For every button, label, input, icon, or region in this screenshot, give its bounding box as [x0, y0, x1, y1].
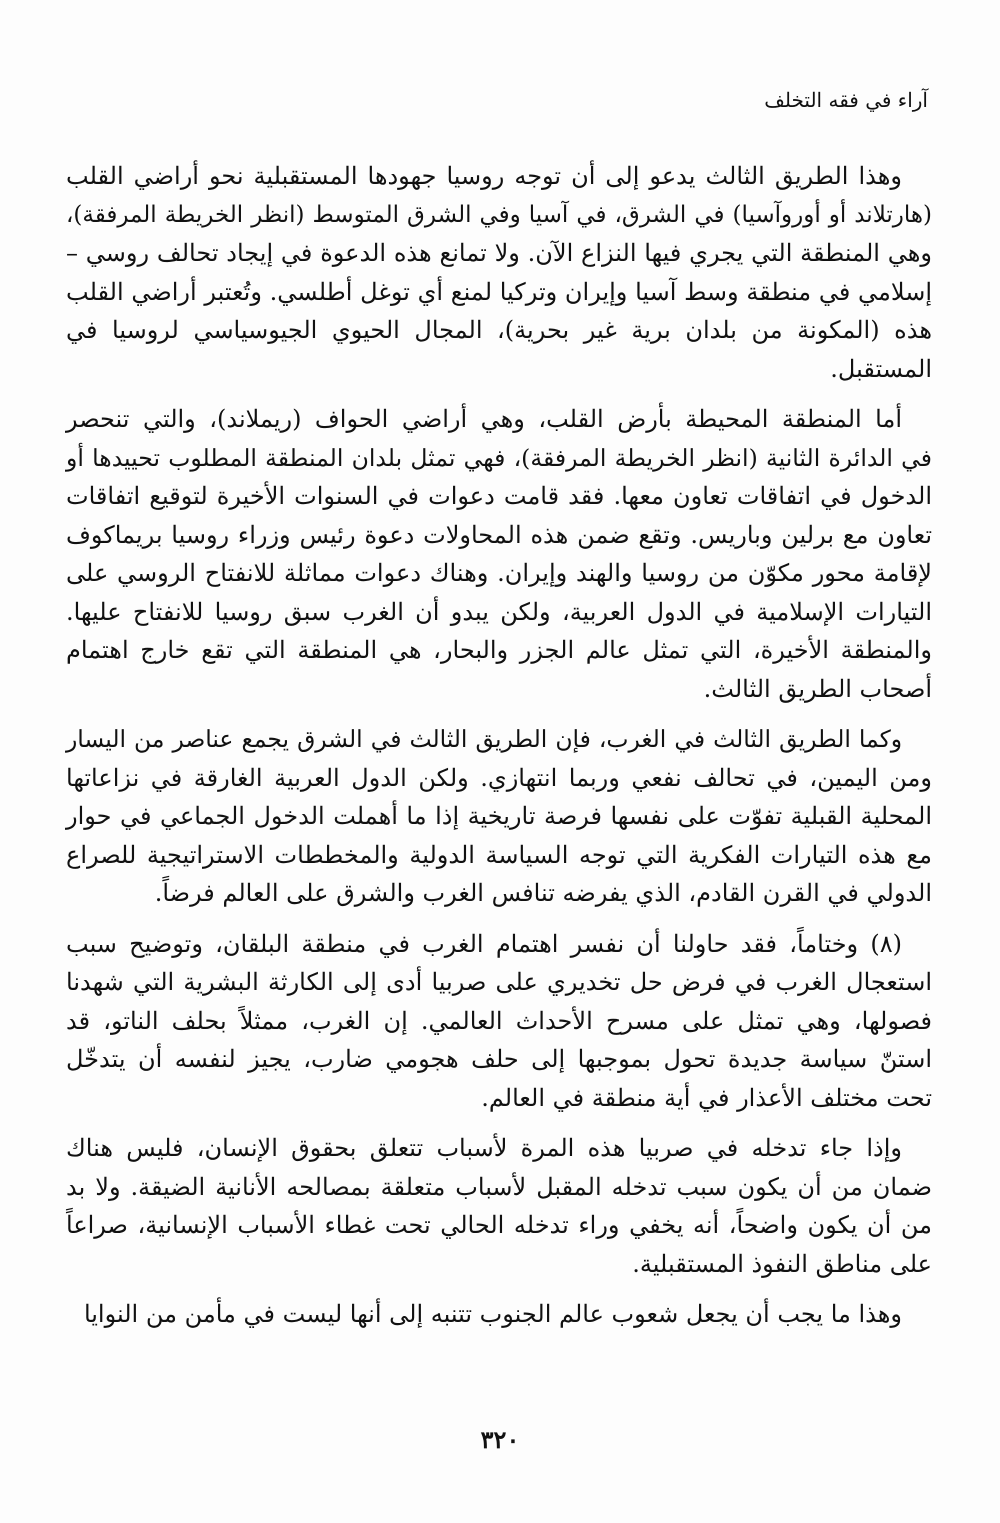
body-paragraph: [66, 400, 932, 708]
text-line: التيارات الإسلامية في الدول العربية، ولكن يبدو أن الغرب سبق روسيا للانفتاح عليها.: [66, 597, 932, 626]
text-line: تعاون مع برلين وباريس. وتقع ضمن هذه المحاولات دعوة رئيس وزراء روسيا بريماكوف: [66, 520, 932, 549]
text-line: وإذا جاء تدخله في صربيا هذه المرة لأسباب تتعلق بحقوق الإنسان، فليس هناك: [66, 1134, 902, 1162]
text-line: وهذا الطريق الثالث يدعو إلى أن توجه روسيا جهودها المستقبلية نحو أراضي القلب: [66, 162, 902, 190]
text-line: الدخول في اتفاقات تعاون معها. فقد قامت دعوات في السنوات الأخيرة لتوقيع اتفاقات: [66, 482, 932, 510]
text-line: تحت مختلف الأعذار في أية منطقة في العالم.: [481, 1083, 932, 1112]
text-line: وهذا ما يجب أن يجعل شعوب عالم الجنوب تتنبه إلى أنها ليست في مأمن من النوايا: [83, 1300, 902, 1328]
text-line: استنّ سياسة جديدة تحول بموجبها إلى حلف هجومي ضارب، يجيز لنفسه أن يتدخّل: [66, 1045, 932, 1073]
text-line: المستقبل.: [830, 354, 932, 383]
text-line: والمنطقة الأخيرة، التي تمثل عالم الجزر والبحار، هي المنطقة التي تقع خارج اهتمام: [66, 636, 932, 664]
text-line: فصولها، وهي تمثل على مسرح الأحداث العالمي. إن الغرب، ممثلاً بحلف الناتو، قد: [66, 1006, 932, 1035]
body-paragraph: [66, 1295, 932, 1334]
text-line: (هارتلاند أو أوروآسيا) في الشرق، في آسيا وفي الشرق المتوسط (انظر الخريطة المرفقة)،: [66, 201, 932, 228]
text-line: ومن اليمين، في تحالف نفعي وربما انتهازي. ولكن الدول العربية الغارقة في نزاعاتها: [66, 763, 932, 792]
body-paragraph: [66, 720, 932, 913]
text-line: وهي المنطقة التي يجري فيها النزاع الآن. ولا تمانع هذه الدعوة في إيجاد تحالف روسي –: [66, 239, 932, 267]
text-line: إسلامي في منطقة وسط آسيا وإيران وتركيا لمنع أي توغل أطلسي. وتُعتبر أراضي القلب: [66, 277, 932, 306]
page-body: [66, 157, 932, 1346]
text-line: مع هذه التيارات الفكرية التي توجه السياسة الدولية والمخططات الاستراتيجية للصراع: [66, 840, 932, 869]
text-line: أما المنطقة المحيطة بأرض القلب، وهي أراضي الحواف (ريملاند)، والتي تنحصر: [66, 405, 903, 433]
body-paragraph: [66, 157, 932, 388]
text-line: المحلية القبلية تفوّت على نفسها فرصة تاريخية إذا ما أهملت الدخول الجماعي في حوار: [66, 802, 932, 830]
text-line: (٨) وختاماً، فقد حاولنا أن نفسر اهتمام الغرب في منطقة البلقان، وتوضيح سبب: [66, 929, 902, 958]
text-line: ضمان من أن يكون سبب تدخله المقبل لأسباب متعلقة بمصالحه الأنانية الضيقة. ولا بد: [66, 1172, 932, 1201]
text-line: على مناطق النفوذ المستقبلية.: [632, 1249, 932, 1278]
page-number: ٣٢٠: [480, 1425, 520, 1454]
text-line: أصحاب الطريق الثالث.: [703, 674, 932, 703]
text-line: هذه (المكونة من بلدان برية غير بحرية)، المجال الحيوي الجيوسياسي لروسيا في: [66, 316, 932, 344]
text-line: من أن يكون واضحاً، أنه يخفي وراء تدخله الحالي تحت غطاء الأسباب الإنسانية، صراعاً: [66, 1211, 932, 1239]
body-paragraph: [66, 1129, 932, 1283]
text-line: وكما الطريق الثالث في الغرب، فإن الطريق الثالث في الشرق يجمع عناصر من اليسار: [66, 725, 902, 753]
text-line: لإقامة محور مكوّن من روسيا والهند وإيران. وهناك دعوات مماثلة للانفتاح الروسي على: [66, 559, 932, 587]
body-paragraph: [66, 925, 932, 1118]
text-line: الدولي في القرن القادم، الذي يفرضه تنافس الغرب والشرق على العالم فرضاً.: [154, 879, 932, 907]
running-header: آراء في فقه التخلف: [764, 88, 928, 112]
text-line: استعجال الغرب في فرض حل تخديري على صربيا أدى إلى الكارثة البشرية التي شهدنا: [66, 968, 932, 996]
text-line: في الدائرة الثانية (انظر الخريطة المرفقة)، فهي تمثل بلدان المنطقة المطلوب تحييدها أو: [66, 443, 932, 472]
